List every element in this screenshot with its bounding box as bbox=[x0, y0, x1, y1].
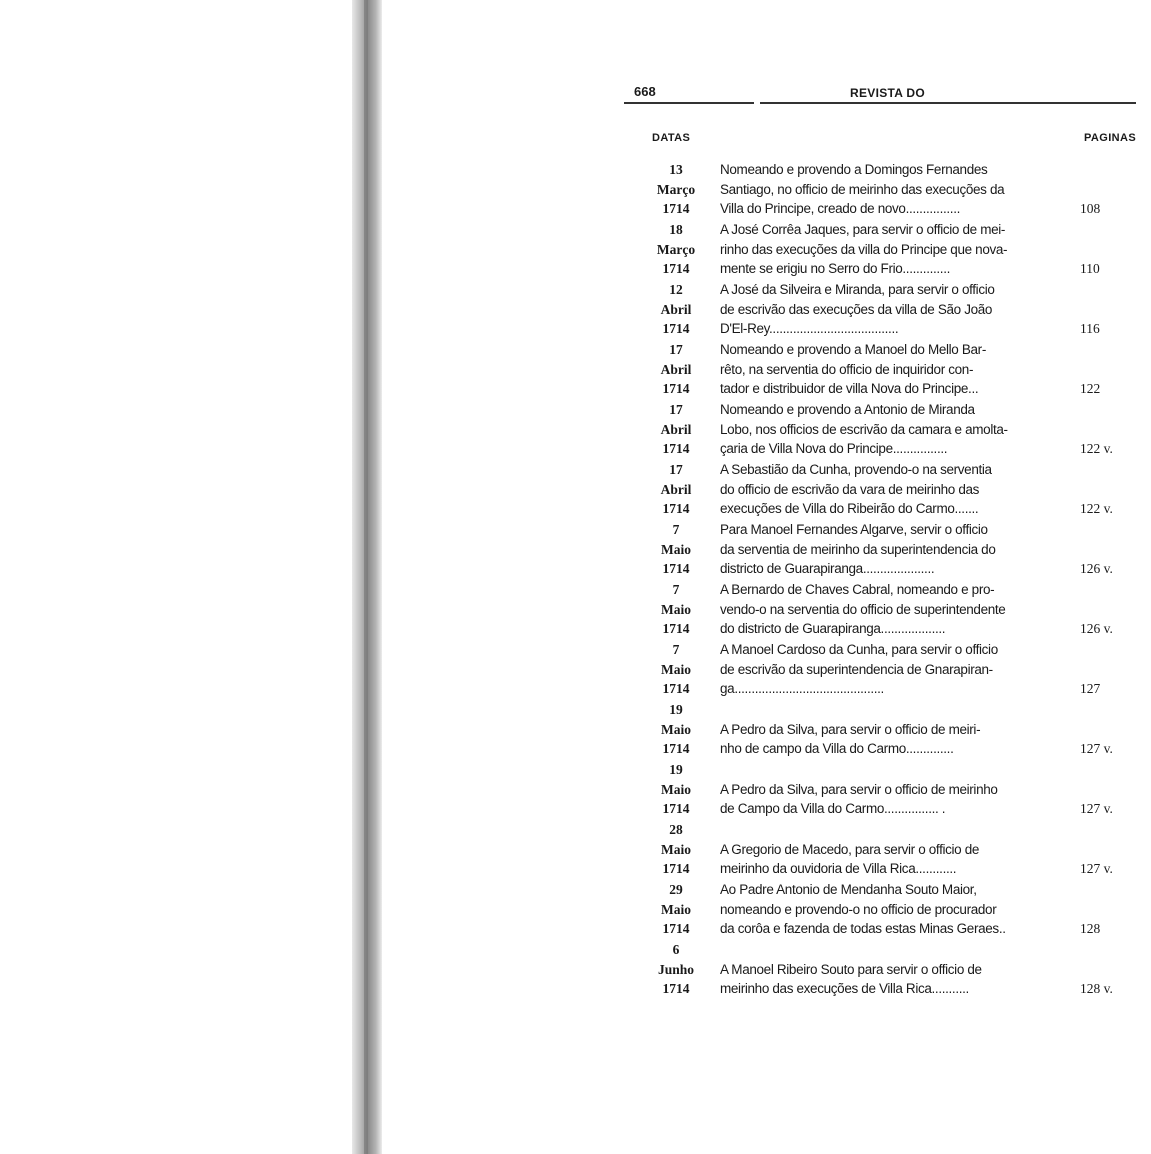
entry-description-line: Lobo, nos officios de escrivão da camara e amolta- bbox=[720, 421, 1008, 437]
entry-page: 122 v. bbox=[1080, 441, 1113, 457]
entry-description-line: A Manoel Cardoso da Cunha, para servir o officio bbox=[720, 642, 998, 657]
entry-description bbox=[720, 220, 1072, 279]
entry-description-line: mente se erigiu no Serro do Frio.............. bbox=[720, 261, 951, 277]
entry-description-line: da corôa e fazenda de todas estas Minas Geraes.. bbox=[720, 921, 1006, 937]
entry-date-part: Março bbox=[656, 181, 696, 197]
entry-page: 110 bbox=[1080, 261, 1100, 277]
entry-date bbox=[640, 280, 712, 339]
entry-page: 127 v. bbox=[1080, 861, 1113, 877]
entry-date-part: 19 bbox=[669, 762, 683, 777]
entry-page: 108 bbox=[1080, 201, 1101, 217]
entry-date bbox=[640, 580, 712, 639]
header-rule bbox=[624, 102, 1136, 104]
entry-description-line: vendo-o na serventia do officio de superintendente bbox=[720, 601, 1006, 617]
entry-description-line: de escrivão da superintendencia de Gnarapiran- bbox=[720, 661, 993, 677]
entry-description-line: do officio de escrivão da vara de meirinho das bbox=[720, 481, 980, 497]
entry-description-line: Nomeando e provendo a Domingos Fernandes bbox=[720, 162, 988, 177]
entry-page: 127 bbox=[1080, 681, 1101, 697]
entry-date-part: Abril bbox=[660, 481, 692, 497]
column-header-paginas: PAGINAS bbox=[1084, 132, 1137, 144]
entry-description-line: çaria de Villa Nova do Principe................ bbox=[720, 441, 948, 457]
entry-description bbox=[720, 160, 1072, 219]
entry-page: 116 bbox=[1080, 321, 1100, 337]
entry-date-part: 1714 bbox=[662, 921, 690, 937]
entry-description bbox=[720, 340, 1072, 399]
entry-page: 127 v. bbox=[1080, 801, 1113, 817]
entry-page: 122 bbox=[1080, 381, 1101, 397]
book-gutter bbox=[352, 0, 382, 1154]
entry-date-part: 17 bbox=[669, 462, 683, 477]
entry-date-part: Maio bbox=[661, 541, 691, 557]
entry-date-part: 6 bbox=[672, 942, 680, 957]
entry-description-line: de escrivão das execuções da villa de São João bbox=[720, 301, 993, 317]
entry-description bbox=[720, 780, 1072, 819]
entry-date-part: 17 bbox=[669, 402, 683, 417]
entry-description bbox=[720, 280, 1072, 339]
entry-date bbox=[640, 940, 712, 999]
entry-date-part: Abril bbox=[660, 301, 692, 317]
entry-date-part: 19 bbox=[669, 702, 683, 717]
entry-date bbox=[640, 220, 712, 279]
entry-description-line: ga............................................ bbox=[720, 681, 884, 697]
entry-description-line: Villa do Principe, creado de novo................ bbox=[720, 201, 960, 217]
entry-description-line: de Campo da Villa do Carmo................ . bbox=[720, 801, 946, 817]
entry-date-part: 29 bbox=[669, 882, 683, 897]
entry-description-line: A Pedro da Silva, para servir o officio de meirinho bbox=[720, 781, 998, 797]
entry-description-line: A Bernardo de Chaves Cabral, nomeando e pro- bbox=[720, 582, 995, 597]
entry-description bbox=[720, 720, 1072, 759]
entry-description-line: tador e distribuidor de villa Nova do Principe... bbox=[720, 381, 979, 397]
entry-date-part: 28 bbox=[669, 822, 683, 837]
entry-date bbox=[640, 160, 712, 219]
page-header bbox=[624, 84, 1144, 108]
entry-date-part: 1714 bbox=[662, 261, 690, 277]
page-number: 668 bbox=[634, 84, 656, 99]
entry-date-part: Março bbox=[656, 241, 696, 257]
entry-page: 126 v. bbox=[1080, 621, 1113, 637]
entry-date-part: 18 bbox=[669, 222, 683, 237]
entry-date-part: 7 bbox=[672, 642, 680, 657]
entry-description-line: meirinho das execuções de Villa Rica........... bbox=[720, 981, 969, 997]
entry-description bbox=[720, 960, 1072, 999]
entry-description bbox=[720, 400, 1072, 459]
entry-date-part: Maio bbox=[661, 901, 691, 917]
entry-description-line: Nomeando e provendo a Antonio de Miranda bbox=[720, 402, 975, 417]
entry-date-part: 1714 bbox=[662, 321, 690, 337]
entry-description-line: Ao Padre Antonio de Mendanha Souto Maior, bbox=[720, 882, 977, 897]
entry-date bbox=[640, 400, 712, 459]
entry-date-part: 1714 bbox=[662, 681, 690, 697]
entry-date-part: Maio bbox=[661, 661, 691, 677]
entry-date bbox=[640, 460, 712, 519]
entry-date-part: Maio bbox=[661, 601, 691, 617]
entry-date-part: 12 bbox=[669, 282, 683, 297]
entry-description-line: rinho das execuções da villa do Principe que nova- bbox=[720, 241, 1008, 257]
entry-description-line: do districto de Guarapiranga................... bbox=[720, 621, 946, 637]
entry-description-line: A Manoel Ribeiro Souto para servir o officio de bbox=[720, 961, 982, 977]
entry-description-line: D'El-Rey...................................... bbox=[720, 321, 899, 337]
entry-date-part: 1714 bbox=[662, 861, 690, 877]
entry-date-part: 13 bbox=[669, 162, 683, 177]
entry-page: 128 bbox=[1080, 921, 1101, 937]
entry-date-part: Maio bbox=[661, 781, 691, 797]
entry-date-part: Maio bbox=[661, 841, 691, 857]
entry-date-part: 7 bbox=[672, 582, 680, 597]
entry-description-line: A Gregorio de Macedo, para servir o officio de bbox=[720, 841, 980, 857]
entry-date-part: 1714 bbox=[662, 981, 690, 997]
entry-page: 128 v. bbox=[1080, 981, 1113, 997]
entry-page: 127 v. bbox=[1080, 741, 1113, 757]
entry-description-line: districto de Guarapiranga..................... bbox=[720, 561, 935, 577]
entry-description bbox=[720, 580, 1072, 639]
entry-page: 126 v. bbox=[1080, 561, 1113, 577]
entry-description bbox=[720, 460, 1072, 519]
entry-description-line: rêto, na serventia do officio de inquiridor con- bbox=[720, 361, 974, 377]
entry-date-part: 1714 bbox=[662, 561, 690, 577]
entry-description-line: A Sebastião da Cunha, provendo-o na serventia bbox=[720, 462, 992, 477]
entry-description-line: Nomeando e provendo a Manoel do Mello Bar- bbox=[720, 342, 986, 357]
entry-description-line: A José Corrêa Jaques, para servir o officio de mei- bbox=[720, 222, 1006, 237]
entry-description-line: Para Manoel Fernandes Algarve, servir o officio bbox=[720, 522, 988, 537]
entry-description-line: Santiago, no officio de meirinho das execuções da bbox=[720, 181, 1005, 197]
running-head: REVISTA DO bbox=[850, 86, 926, 100]
entry-date bbox=[640, 340, 712, 399]
entry-date-part: 1714 bbox=[662, 801, 690, 817]
entry-description bbox=[720, 640, 1072, 699]
entry-date-part: 1714 bbox=[662, 621, 690, 637]
entry-description-line: meirinho da ouvidoria de Villa Rica............ bbox=[720, 861, 957, 877]
entry-description-line: nomeando e provendo-o no officio de procurador bbox=[720, 901, 997, 917]
entry-description bbox=[720, 840, 1072, 879]
header-rule-gap bbox=[754, 100, 760, 106]
entry-description-line: da serventia de meirinho da superintendencia do bbox=[720, 541, 996, 557]
entry-description-line: A Pedro da Silva, para servir o officio de meiri- bbox=[720, 721, 981, 737]
entry-date bbox=[640, 640, 712, 699]
entry-date bbox=[640, 880, 712, 939]
entry-date-part: 1714 bbox=[662, 741, 690, 757]
entry-date-part: 1714 bbox=[662, 501, 690, 517]
entry-date bbox=[640, 520, 712, 579]
entry-date-part: 7 bbox=[672, 522, 680, 537]
entry-date-part: 1714 bbox=[662, 441, 690, 457]
entry-date-part: 1714 bbox=[662, 201, 690, 217]
entry-description-line: execuções de Villa do Ribeirão do Carmo....... bbox=[720, 501, 979, 517]
entry-date bbox=[640, 760, 712, 819]
entry-description bbox=[720, 880, 1072, 939]
entry-date bbox=[640, 820, 712, 879]
entry-description-line: A José da Silveira e Miranda, para servir o officio bbox=[720, 282, 995, 297]
entry-date-part: 17 bbox=[669, 342, 683, 357]
entry-date-part: Maio bbox=[661, 721, 691, 737]
entry-date-part: Junho bbox=[657, 961, 695, 977]
entry-date bbox=[640, 700, 712, 759]
entry-date-part: Abril bbox=[660, 421, 692, 437]
column-header-datas: DATAS bbox=[652, 132, 691, 144]
entry-description bbox=[720, 520, 1072, 579]
entry-page: 122 v. bbox=[1080, 501, 1113, 517]
entry-description-line: nho de campo da Villa do Carmo.............. bbox=[720, 741, 954, 757]
entry-date-part: Abril bbox=[660, 361, 692, 377]
entry-date-part: 1714 bbox=[662, 381, 690, 397]
